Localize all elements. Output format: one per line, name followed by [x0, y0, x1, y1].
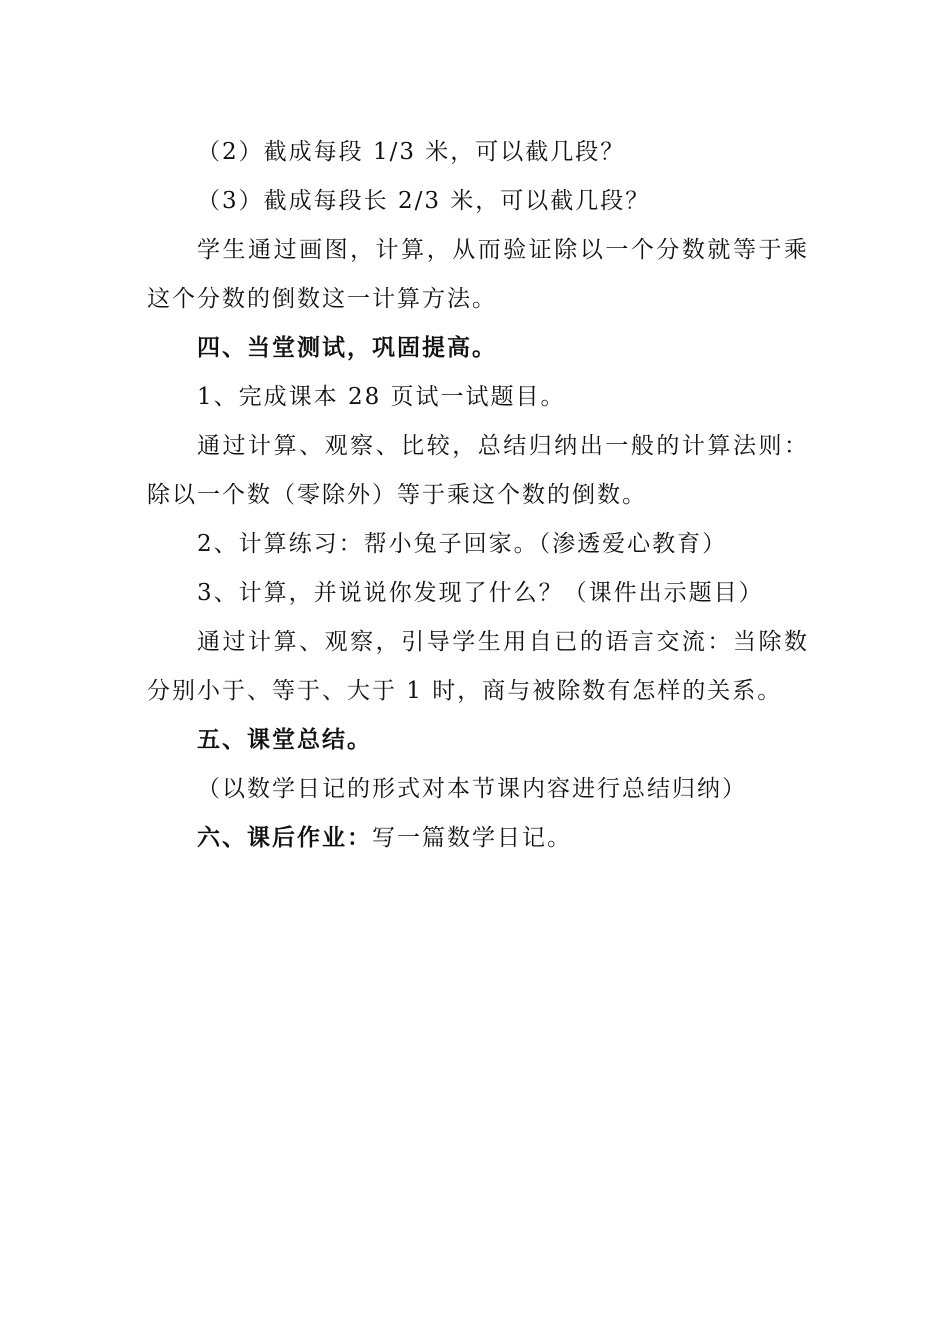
verification-paragraph: 学生通过画图，计算，从而验证除以一个分数就等于乘这个分数的倒数这一计算方法。: [147, 237, 809, 312]
rule-paragraph: 通过计算、观察、比较，总结归纳出一般的计算法则：除以一个数（零除外）等于乘这个数的倒数。: [147, 433, 809, 508]
summary-note: （以数学日记的形式对本节课内容进行总结归纳）: [197, 776, 747, 802]
document-body: [147, 128, 809, 863]
item-3: 3、计算，并说说你发现了什么？（课件出示题目）: [197, 580, 764, 606]
section-6-line: [147, 814, 809, 863]
item-1: 1、完成课本 28 页试一试题目。: [197, 384, 566, 410]
section-4-heading: 四、当堂测试，巩固提高。: [197, 335, 497, 361]
section-5-heading: 五、课堂总结。: [197, 727, 372, 753]
section-6-heading: 六、课后作业：: [197, 825, 372, 851]
section-6-text: 写一篇数学日记。: [372, 825, 572, 851]
question-2: （2）截成每段 1/3 米，可以截几段？: [197, 139, 626, 165]
question-3: （3）截成每段长 2/3 米，可以截几段？: [197, 188, 651, 214]
item-2: 2、计算练习：帮小兔子回家。（渗透爱心教育）: [197, 531, 728, 557]
relation-paragraph: 通过计算、观察，引导学生用自已的语言交流：当除数分别小于、等于、大于 1 时，商与被除数有怎样的关系。: [147, 629, 809, 704]
